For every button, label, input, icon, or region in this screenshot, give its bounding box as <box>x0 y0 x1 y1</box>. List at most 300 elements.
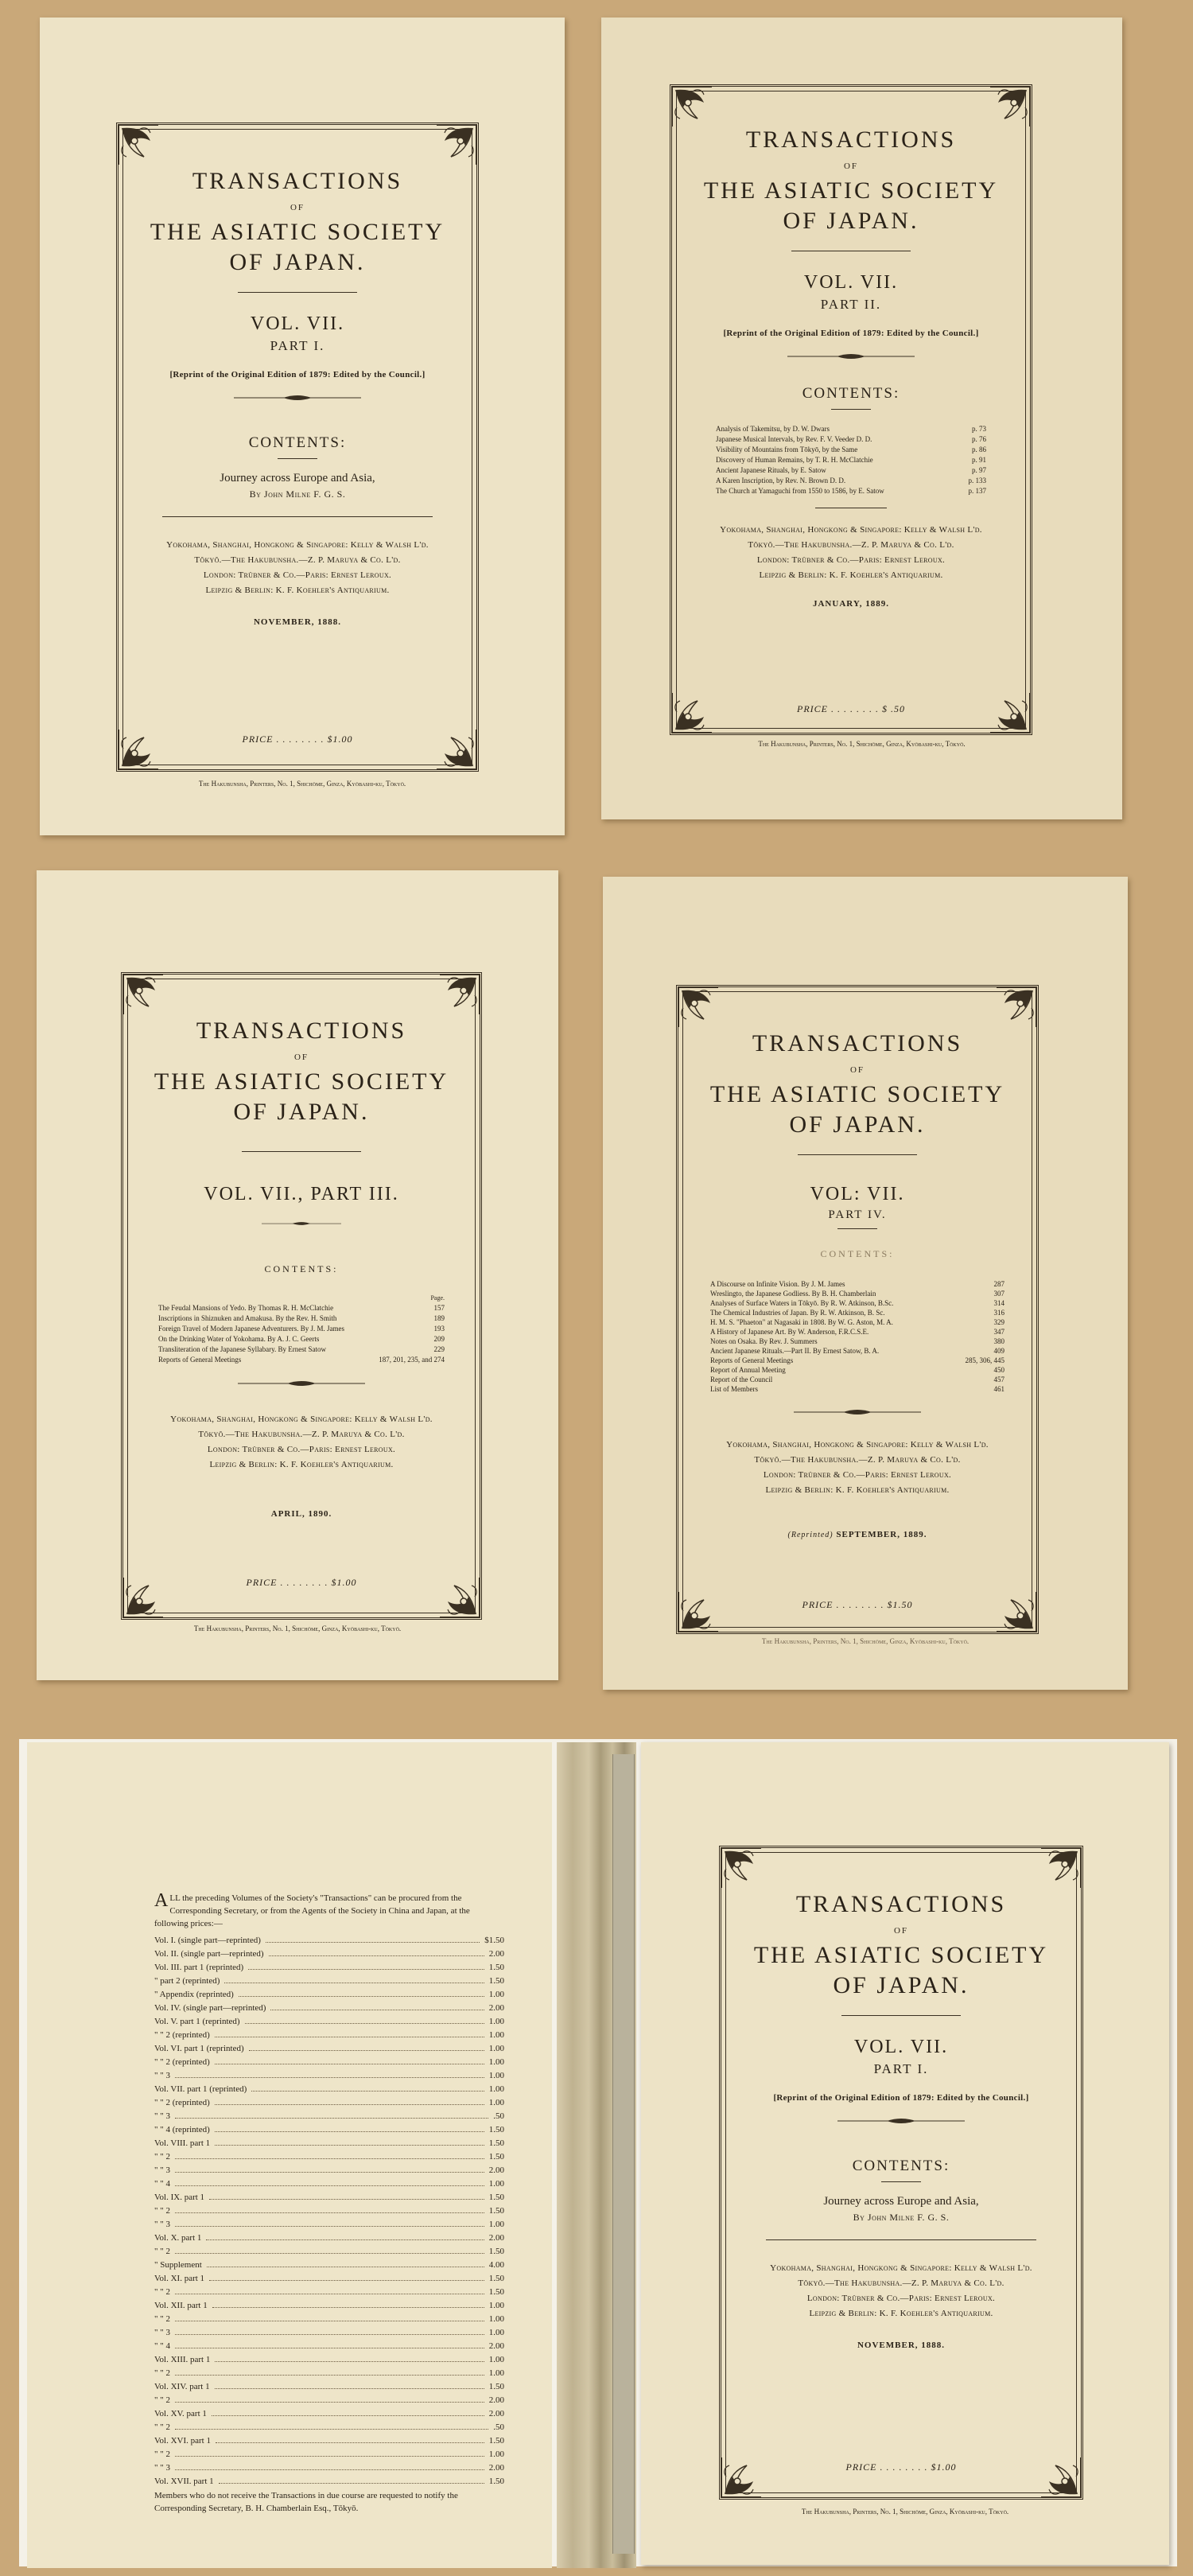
volume-name: " " 2 (reprinted) <box>154 2057 210 2067</box>
toc-entry <box>158 1344 445 1355</box>
ornamental-rule-icon <box>262 1220 341 1228</box>
volume-name: " " 2 <box>154 2450 170 2459</box>
intro-text: LL the preceding Volumes of the Society's "Transactions" can be procured from the Corresponding Secretary, or from the Agents of the Society in China and Japan, at the following prices:— <box>154 1893 470 1928</box>
price-label: PRICE . . . . . . . . <box>797 703 879 714</box>
publisher-line: Yokohama, Shanghai, Hongkong & Singapore: Kelly & Walsh L'd. <box>770 2263 1032 2273</box>
dot-leader <box>239 1987 484 1997</box>
issue-date: NOVEMBER, 1888. <box>253 617 342 627</box>
toc-entry <box>716 434 986 445</box>
price-label: PRICE . . . . . . . . <box>242 733 324 745</box>
volume-name: " " 2 (reprinted) <box>154 2098 210 2107</box>
publishers-list <box>123 1412 480 1473</box>
title-society-line2: OF JAPAN. <box>229 249 366 275</box>
toc-entry-page: p. 97 <box>972 466 986 474</box>
table-of-contents <box>158 1293 445 1365</box>
dot-leader <box>216 2434 484 2443</box>
publisher-line: Leipzig & Berlin: K. F. Koehler's Antiquarium. <box>809 2309 993 2318</box>
volume-name: Vol. XIII. part 1 <box>154 2355 211 2364</box>
part-label: PART I. <box>270 338 325 353</box>
publisher-line: Tōkyō.—The Hakubunsha.—Z. P. Maruya & Co. L'd. <box>798 2278 1005 2288</box>
toc-entry-page: p. 86 <box>972 446 986 453</box>
dot-leader <box>215 2136 484 2146</box>
title-transactions: TRANSACTIONS <box>192 168 403 194</box>
toc-entry-title: A History of Japanese Art. By W. Anderson, F.R.C.S.E. <box>710 1328 869 1336</box>
volume-name: Vol. VII. part 1 (reprinted) <box>154 2084 247 2094</box>
drop-cap: A <box>154 1890 169 1911</box>
volume-label: VOL. VII., PART III. <box>204 1184 399 1204</box>
volume-name: Vol. XII. part 1 <box>154 2301 208 2310</box>
dot-leader <box>212 2298 484 2308</box>
volume-price: 1.50 <box>488 2436 504 2446</box>
table-of-contents <box>716 424 986 496</box>
toc-entry-title: Inscriptions in Shiznuken and Amakusa. By the Rev. H. Smith <box>158 1314 337 1322</box>
volume-name: Vol. X. part 1 <box>154 2233 202 2243</box>
toc-entry-page: p. 76 <box>972 435 986 443</box>
toc-entry <box>710 1365 1005 1375</box>
toc-entry-page: 329 <box>993 1318 1005 1326</box>
printer-line: The Hakubunsha, Printers, No. 1, Shichōme, Ginza, Kyōbashi-ku, Tōkyō. <box>758 740 966 748</box>
volume-name: " " 2 <box>154 2395 170 2405</box>
volume-name: Vol. V. part 1 (reprinted) <box>154 2017 240 2026</box>
title-transactions: TRANSACTIONS <box>752 1030 963 1056</box>
volume-name: " " 2 <box>154 2247 170 2256</box>
price-row <box>154 2190 504 2204</box>
divider <box>766 2239 1036 2240</box>
volume-name: Vol. XVI. part 1 <box>154 2436 211 2446</box>
issue-date: NOVEMBER, 1888. <box>857 2341 946 2350</box>
volume-name: " " 4 <box>154 2179 170 2189</box>
title-transactions: TRANSACTIONS <box>745 126 957 153</box>
toc-entry <box>716 465 986 476</box>
toc-entry-page: p. 133 <box>968 477 986 484</box>
price-row <box>154 2163 504 2177</box>
volume-price: 1.50 <box>488 2193 504 2202</box>
toc-entry-page: 409 <box>993 1347 1005 1355</box>
dot-leader <box>206 2231 484 2240</box>
toc-entry-title: Wreslingto, the Japanese Godliess. By B. H. Chamberlain <box>710 1290 876 1298</box>
contents-heading: CONTENTS: <box>264 1263 339 1274</box>
title-society-line2: OF JAPAN. <box>789 1111 926 1138</box>
reprint-note: [Reprint of the Original Edition of 1879: Edited by the Council.] <box>773 2093 1029 2103</box>
dot-leader <box>215 2095 484 2105</box>
reprint-note: [Reprint of the Original Edition of 1879: Edited by the Council.] <box>723 329 979 338</box>
volume-label: VOL. VII. <box>853 2037 949 2057</box>
volume-price: .50 <box>493 2422 504 2432</box>
toc-entry <box>710 1298 1005 1308</box>
divider <box>242 1151 361 1152</box>
toc-entry <box>716 445 986 455</box>
price-row <box>154 2014 504 2028</box>
ornamental-rule-icon <box>837 2117 965 2125</box>
publisher-line: London: Trübner & Co.—Paris: Ernest Leroux. <box>203 570 392 580</box>
toc-entry-title: Ancient Japanese Rituals, by E. Satow <box>716 466 826 474</box>
price-row <box>154 2339 504 2352</box>
toc-entry <box>710 1308 1005 1317</box>
dot-leader <box>175 2285 484 2294</box>
price-line <box>721 2461 1081 2473</box>
volume-name: " Supplement <box>154 2260 202 2270</box>
dot-leader <box>175 2163 484 2173</box>
dot-leader <box>215 2028 484 2037</box>
issue-date <box>678 1530 1036 1539</box>
price-row <box>154 2217 504 2231</box>
issue-date: JANUARY, 1889. <box>812 599 890 609</box>
cover-frame <box>676 985 1039 1634</box>
toc-entry-title: Analyses of Surface Waters in Tōkyō. By R. W. Atkinson, B.Sc. <box>710 1299 894 1307</box>
publisher-line: London: Trübner & Co.—Paris: Ernest Leroux. <box>207 1445 396 1454</box>
volume-price: .50 <box>493 2111 504 2121</box>
dot-leader <box>215 2055 484 2064</box>
toc-entry-title: Report of the Council <box>710 1376 773 1383</box>
toc-entry-page: 461 <box>993 1385 1005 1393</box>
toc-entry-page: 450 <box>993 1366 1005 1374</box>
table-of-contents <box>710 1279 1005 1394</box>
volume-name: " " 4 <box>154 2341 170 2351</box>
volume-name: Vol. VIII. part 1 <box>154 2138 211 2148</box>
toc-entry-title: Transliteration of the Japanese Syllabary. By Ernest Satow <box>158 1345 327 1353</box>
part-label: PART IV. <box>828 1208 887 1221</box>
volume-price: 4.00 <box>488 2260 504 2270</box>
volume-price: 1.00 <box>488 2179 504 2189</box>
publishers-list <box>721 2261 1081 2321</box>
dot-leader <box>215 2352 484 2362</box>
title-society-line1: THE ASIATIC SOCIETY <box>709 1081 1005 1107</box>
volume-price: 2.00 <box>488 2463 504 2473</box>
title-transactions: TRANSACTIONS <box>196 1018 407 1044</box>
volume-price: 1.00 <box>488 2314 504 2324</box>
price-line <box>678 1599 1036 1611</box>
price-row <box>154 2109 504 2123</box>
volume-price: 1.00 <box>488 2368 504 2378</box>
toc-entry-page: 157 <box>433 1304 445 1312</box>
volume-price: 1.50 <box>488 1963 504 1972</box>
toc-entry-page: 314 <box>993 1299 1005 1307</box>
volume-price: 1.50 <box>488 2477 504 2486</box>
volume-label: VOL. VII. <box>803 272 899 293</box>
toc-entry-title: H. M. S. "Phaeton" at Nagasaki in 1808. By W. G. Aston, M. A. <box>710 1318 893 1326</box>
divider <box>162 516 433 517</box>
price-value: $1.00 <box>331 1577 357 1588</box>
toc-entry-title: Report of Annual Meeting <box>710 1366 786 1374</box>
divider <box>238 292 357 293</box>
spine-tape <box>612 1754 635 2554</box>
volume-name: " " 3 <box>154 2111 170 2121</box>
cover-vol7-part1 <box>40 18 565 835</box>
volume-price: 2.00 <box>488 2233 504 2243</box>
volume-name: " Appendix (reprinted) <box>154 1990 234 1999</box>
volume-price: 1.50 <box>488 2247 504 2256</box>
price-line <box>119 733 476 745</box>
printer-line: The Hakubunsha, Printers, No. 1, Shichōme, Ginza, Kyōbashi-ku, Tōkyō. <box>198 780 406 788</box>
dot-leader <box>175 2420 488 2430</box>
article-byline: By John Milne F. G. S. <box>249 488 346 500</box>
page-column-header: Page. <box>430 1294 445 1302</box>
issue-date-text: SEPTEMBER, 1889. <box>836 1530 927 1539</box>
volume-name: " " 2 <box>154 2152 170 2162</box>
volume-name: Vol. XI. part 1 <box>154 2274 205 2283</box>
publishers-list <box>678 1438 1036 1498</box>
volume-price: 1.50 <box>488 2125 504 2134</box>
price-row <box>154 2271 504 2285</box>
dot-leader <box>266 1933 480 1943</box>
contents-heading: CONTENTS: <box>248 434 347 451</box>
volume-price: 1.00 <box>488 2355 504 2364</box>
publishers-list <box>119 538 476 598</box>
price-row <box>154 2379 504 2393</box>
back-cover <box>27 1742 552 2568</box>
dot-leader <box>175 2244 484 2254</box>
volume-name: Vol. IX. part 1 <box>154 2193 205 2202</box>
volume-price: 1.00 <box>488 2084 504 2094</box>
volume-label: VOL: VII. <box>810 1184 905 1204</box>
dot-leader <box>175 2177 484 2186</box>
price-row <box>154 2244 504 2258</box>
cover-vol7-part3 <box>37 870 558 1680</box>
volume-name: " " 2 (reprinted) <box>154 2030 210 2040</box>
price-list-footer: Members who do not receive the Transactions in due course are requested to notify the Corresponding Secretary, B. H. Chamberlain Esq., Tōkyō. <box>154 2491 458 2513</box>
volume-price: 2.00 <box>488 2003 504 2013</box>
volume-price: 1.50 <box>488 2382 504 2391</box>
publisher-line: Leipzig & Berlin: K. F. Koehler's Antiquarium. <box>759 570 943 580</box>
toc-entry-title: The Church at Yamaguchi from 1550 to 1586, by E. Satow <box>716 487 884 495</box>
divider <box>278 458 317 459</box>
cover-frame <box>116 123 479 772</box>
publisher-line: London: Trübner & Co.—Paris: Ernest Leroux. <box>756 555 946 565</box>
publisher-line: Leipzig & Berlin: K. F. Koehler's Antiquarium. <box>205 586 390 595</box>
toc-entry <box>158 1355 445 1365</box>
price-list <box>154 1892 504 2515</box>
toc-entry-title: On the Drinking Water of Yokohama. By A. J. C. Geerts <box>158 1335 320 1343</box>
volume-name: Vol. III. part 1 (reprinted) <box>154 1963 244 1972</box>
ornamental-rule-icon <box>238 1379 365 1387</box>
toc-entry-page: 316 <box>993 1309 1005 1317</box>
price-label: PRICE . . . . . . . . <box>802 1599 884 1610</box>
dot-leader <box>207 2258 484 2267</box>
toc-entry-page: 347 <box>993 1328 1005 1336</box>
toc-entry <box>716 476 986 486</box>
toc-entry-title: Reports of General Meetings <box>158 1356 242 1364</box>
dot-leader <box>175 2366 484 2376</box>
volume-price: 2.00 <box>488 2409 504 2418</box>
dot-leader <box>175 2461 484 2470</box>
price-row <box>154 2095 504 2109</box>
price-row <box>154 2447 504 2461</box>
contents-heading: CONTENTS: <box>802 385 900 402</box>
price-row <box>154 2028 504 2041</box>
volume-price: 2.00 <box>488 2395 504 2405</box>
volume-price: 1.50 <box>488 2138 504 2148</box>
toc-entry <box>710 1337 1005 1346</box>
volume-price: 1.50 <box>488 2274 504 2283</box>
dot-leader <box>219 2474 484 2484</box>
article-title: Journey across Europe and Asia, <box>823 2195 979 2208</box>
price-row <box>154 2068 504 2082</box>
dot-leader <box>224 1974 484 1983</box>
title-society-line2: OF JAPAN. <box>833 1972 970 1998</box>
volume-name: " " 3 <box>154 2328 170 2337</box>
price-row <box>154 1974 504 1987</box>
price-row <box>154 2434 504 2447</box>
price-row <box>154 2258 504 2271</box>
volume-name: Vol. XVII. part 1 <box>154 2477 214 2486</box>
publisher-line: Yokohama, Shanghai, Hongkong & Singapore: Kelly & Walsh L'd. <box>720 525 982 535</box>
volume-price: 1.00 <box>488 2017 504 2026</box>
toc-entry-title: Analysis of Takemitsu, by D. W. Dwars <box>716 425 830 433</box>
volume-name: " " 2 <box>154 2314 170 2324</box>
price-row <box>154 2352 504 2366</box>
title-of: OF <box>290 203 305 212</box>
price-value: $1.00 <box>327 733 353 745</box>
toc-entry-title: Reports of General Meetings <box>710 1356 794 1364</box>
price-row <box>154 1933 504 1947</box>
dot-leader <box>175 2447 484 2457</box>
toc-entry-page: 193 <box>433 1325 445 1333</box>
volume-name: Vol. XV. part 1 <box>154 2409 207 2418</box>
price-row <box>154 2420 504 2434</box>
dot-leader <box>209 2190 484 2200</box>
title-of: OF <box>843 161 859 171</box>
toc-entry-title: Ancient Japanese Rituals.—Part II. By Ernest Satow, B. A. <box>710 1347 880 1355</box>
toc-entry-title: A Discourse on Infinite Vision. By J. M. James <box>710 1280 845 1288</box>
price-row <box>154 2393 504 2407</box>
toc-entry-title: List of Members <box>710 1385 758 1393</box>
toc-entry <box>158 1313 445 1324</box>
toc-entry <box>716 486 986 496</box>
toc-entry-title: Visibility of Mountains from Tōkyō, by the Same <box>716 446 858 453</box>
volume-price: 1.00 <box>488 2450 504 2459</box>
toc-entry <box>710 1375 1005 1384</box>
volume-price: 1.50 <box>488 2287 504 2297</box>
dot-leader <box>269 1947 484 1956</box>
volume-price: 1.50 <box>488 1976 504 1986</box>
toc-entry-page: p. 73 <box>972 425 986 433</box>
toc-entry <box>158 1303 445 1313</box>
toc-entry <box>710 1279 1005 1289</box>
price-row <box>154 2001 504 2014</box>
toc-entry <box>158 1334 445 1344</box>
divider <box>841 2015 961 2016</box>
article-title: Journey across Europe and Asia, <box>220 472 375 484</box>
price-row <box>154 2123 504 2136</box>
volume-name: Vol. I. (single part—reprinted) <box>154 1936 261 1945</box>
price-label: PRICE . . . . . . . . <box>246 1577 328 1588</box>
volume-price: 1.00 <box>488 2220 504 2229</box>
printer-line: The Hakubunsha, Printers, No. 1, Shichōme, Ginza, Kyōbashi-ku, Tōkyō. <box>193 1625 402 1632</box>
printer-line: The Hakubunsha, Printers, No. 1, Shichōme, Ginza, Kyōbashi-ku, Tōkyō. <box>761 1637 970 1645</box>
dot-leader <box>175 2150 484 2159</box>
toc-entry-title: The Chemical Industries of Japan. By R. W. Atkinson, B. Sc. <box>710 1309 885 1317</box>
toc-entry-page: p. 91 <box>972 456 986 464</box>
publisher-line: Tōkyō.—The Hakubunsha.—Z. P. Maruya & Co. L'd. <box>198 1430 405 1439</box>
dot-leader <box>175 2217 484 2227</box>
volume-price: 1.50 <box>488 2206 504 2216</box>
title-of: OF <box>293 1053 309 1062</box>
dot-leader <box>249 2041 484 2051</box>
toc-entry-page: 189 <box>433 1314 445 1322</box>
publisher-line: Yokohama, Shanghai, Hongkong & Singapore: Kelly & Walsh L'd. <box>170 1414 433 1424</box>
price-row <box>154 2325 504 2339</box>
divider <box>881 2181 921 2182</box>
price-value: $1.50 <box>887 1599 913 1610</box>
ornamental-rule-icon <box>787 352 915 360</box>
toc-entry-title: Discovery of Human Remains, by T. R. H. McClatchie <box>716 456 873 464</box>
toc-entry-page: 229 <box>433 1345 445 1353</box>
ornamental-rule-icon <box>234 394 361 402</box>
volume-price: 2.00 <box>488 2165 504 2175</box>
publishers-list <box>672 523 1030 583</box>
volume-name: " " 2 <box>154 2368 170 2378</box>
contents-heading: CONTENTS: <box>852 2158 950 2174</box>
reprinted-note: (Reprinted) <box>787 1531 834 1539</box>
toc-entry <box>710 1384 1005 1394</box>
price-row <box>154 2474 504 2488</box>
price-table <box>154 1933 504 2488</box>
dot-leader <box>175 2393 484 2403</box>
price-list-intro <box>154 1892 504 1930</box>
cover-frame <box>670 84 1032 735</box>
publisher-line: London: Trübner & Co.—Paris: Ernest Leroux. <box>763 1470 952 1480</box>
price-row <box>154 2285 504 2298</box>
divider <box>837 1228 877 1229</box>
reprint-note: [Reprint of the Original Edition of 1879: Edited by the Council.] <box>169 370 426 379</box>
title-of: OF <box>849 1065 865 1075</box>
dot-leader <box>212 2407 484 2416</box>
printer-line: The Hakubunsha, Printers, No. 1, Shichōme, Ginza, Kyōbashi-ku, Tōkyō. <box>801 2508 1009 2516</box>
volume-price: 2.00 <box>488 2341 504 2351</box>
publisher-line: Tōkyō.—The Hakubunsha.—Z. P. Maruya & Co. L'd. <box>748 540 954 550</box>
toc-entry-title: Notes on Osaka. By Rev. J. Summers <box>710 1337 818 1345</box>
volume-price: 1.00 <box>488 2030 504 2040</box>
dot-leader <box>175 2325 484 2335</box>
volume-name: " part 2 (reprinted) <box>154 1976 220 1986</box>
dot-leader <box>251 2082 484 2092</box>
toc-entry-page: 380 <box>993 1337 1005 1345</box>
price-row <box>154 1947 504 1960</box>
toc-entry <box>716 424 986 434</box>
toc-entry <box>710 1356 1005 1365</box>
price-row <box>154 1987 504 2001</box>
dot-leader <box>175 2312 484 2321</box>
dot-leader <box>175 2109 488 2119</box>
price-row <box>154 2231 504 2244</box>
title-society-line2: OF JAPAN. <box>783 208 919 234</box>
volume-name: Vol. IV. (single part—reprinted) <box>154 2003 266 2013</box>
volume-label: VOL. VII. <box>250 313 345 334</box>
price-row <box>154 2136 504 2150</box>
volume-name: " " 2 <box>154 2206 170 2216</box>
price-row <box>154 2204 504 2217</box>
toc-entry-page: 287 <box>993 1280 1005 1288</box>
publisher-line: Tōkyō.—The Hakubunsha.—Z. P. Maruya & Co. L'd. <box>194 555 401 565</box>
toc-entry-page: 209 <box>433 1335 445 1343</box>
publisher-line: London: Trübner & Co.—Paris: Ernest Leroux. <box>806 2294 996 2303</box>
dot-leader <box>209 2271 484 2281</box>
price-row <box>154 1960 504 1974</box>
dot-leader <box>175 2339 484 2348</box>
cover-vol7-part4 <box>603 877 1128 1690</box>
price-row <box>154 2298 504 2312</box>
volume-price: 1.00 <box>488 2044 504 2053</box>
cover-vol7-part1-bound <box>641 1742 1169 2565</box>
toc-entry-page: 307 <box>993 1290 1005 1298</box>
divider <box>798 1154 917 1155</box>
price-row <box>154 2366 504 2379</box>
dot-leader <box>245 2014 484 2024</box>
issue-date: APRIL, 1890. <box>270 1509 332 1519</box>
volume-price: 1.00 <box>488 2098 504 2107</box>
dot-leader <box>175 2068 484 2078</box>
toc-entry-title: Japanese Musical Intervals, by Rev. F. V. Veeder D. D. <box>716 435 872 443</box>
